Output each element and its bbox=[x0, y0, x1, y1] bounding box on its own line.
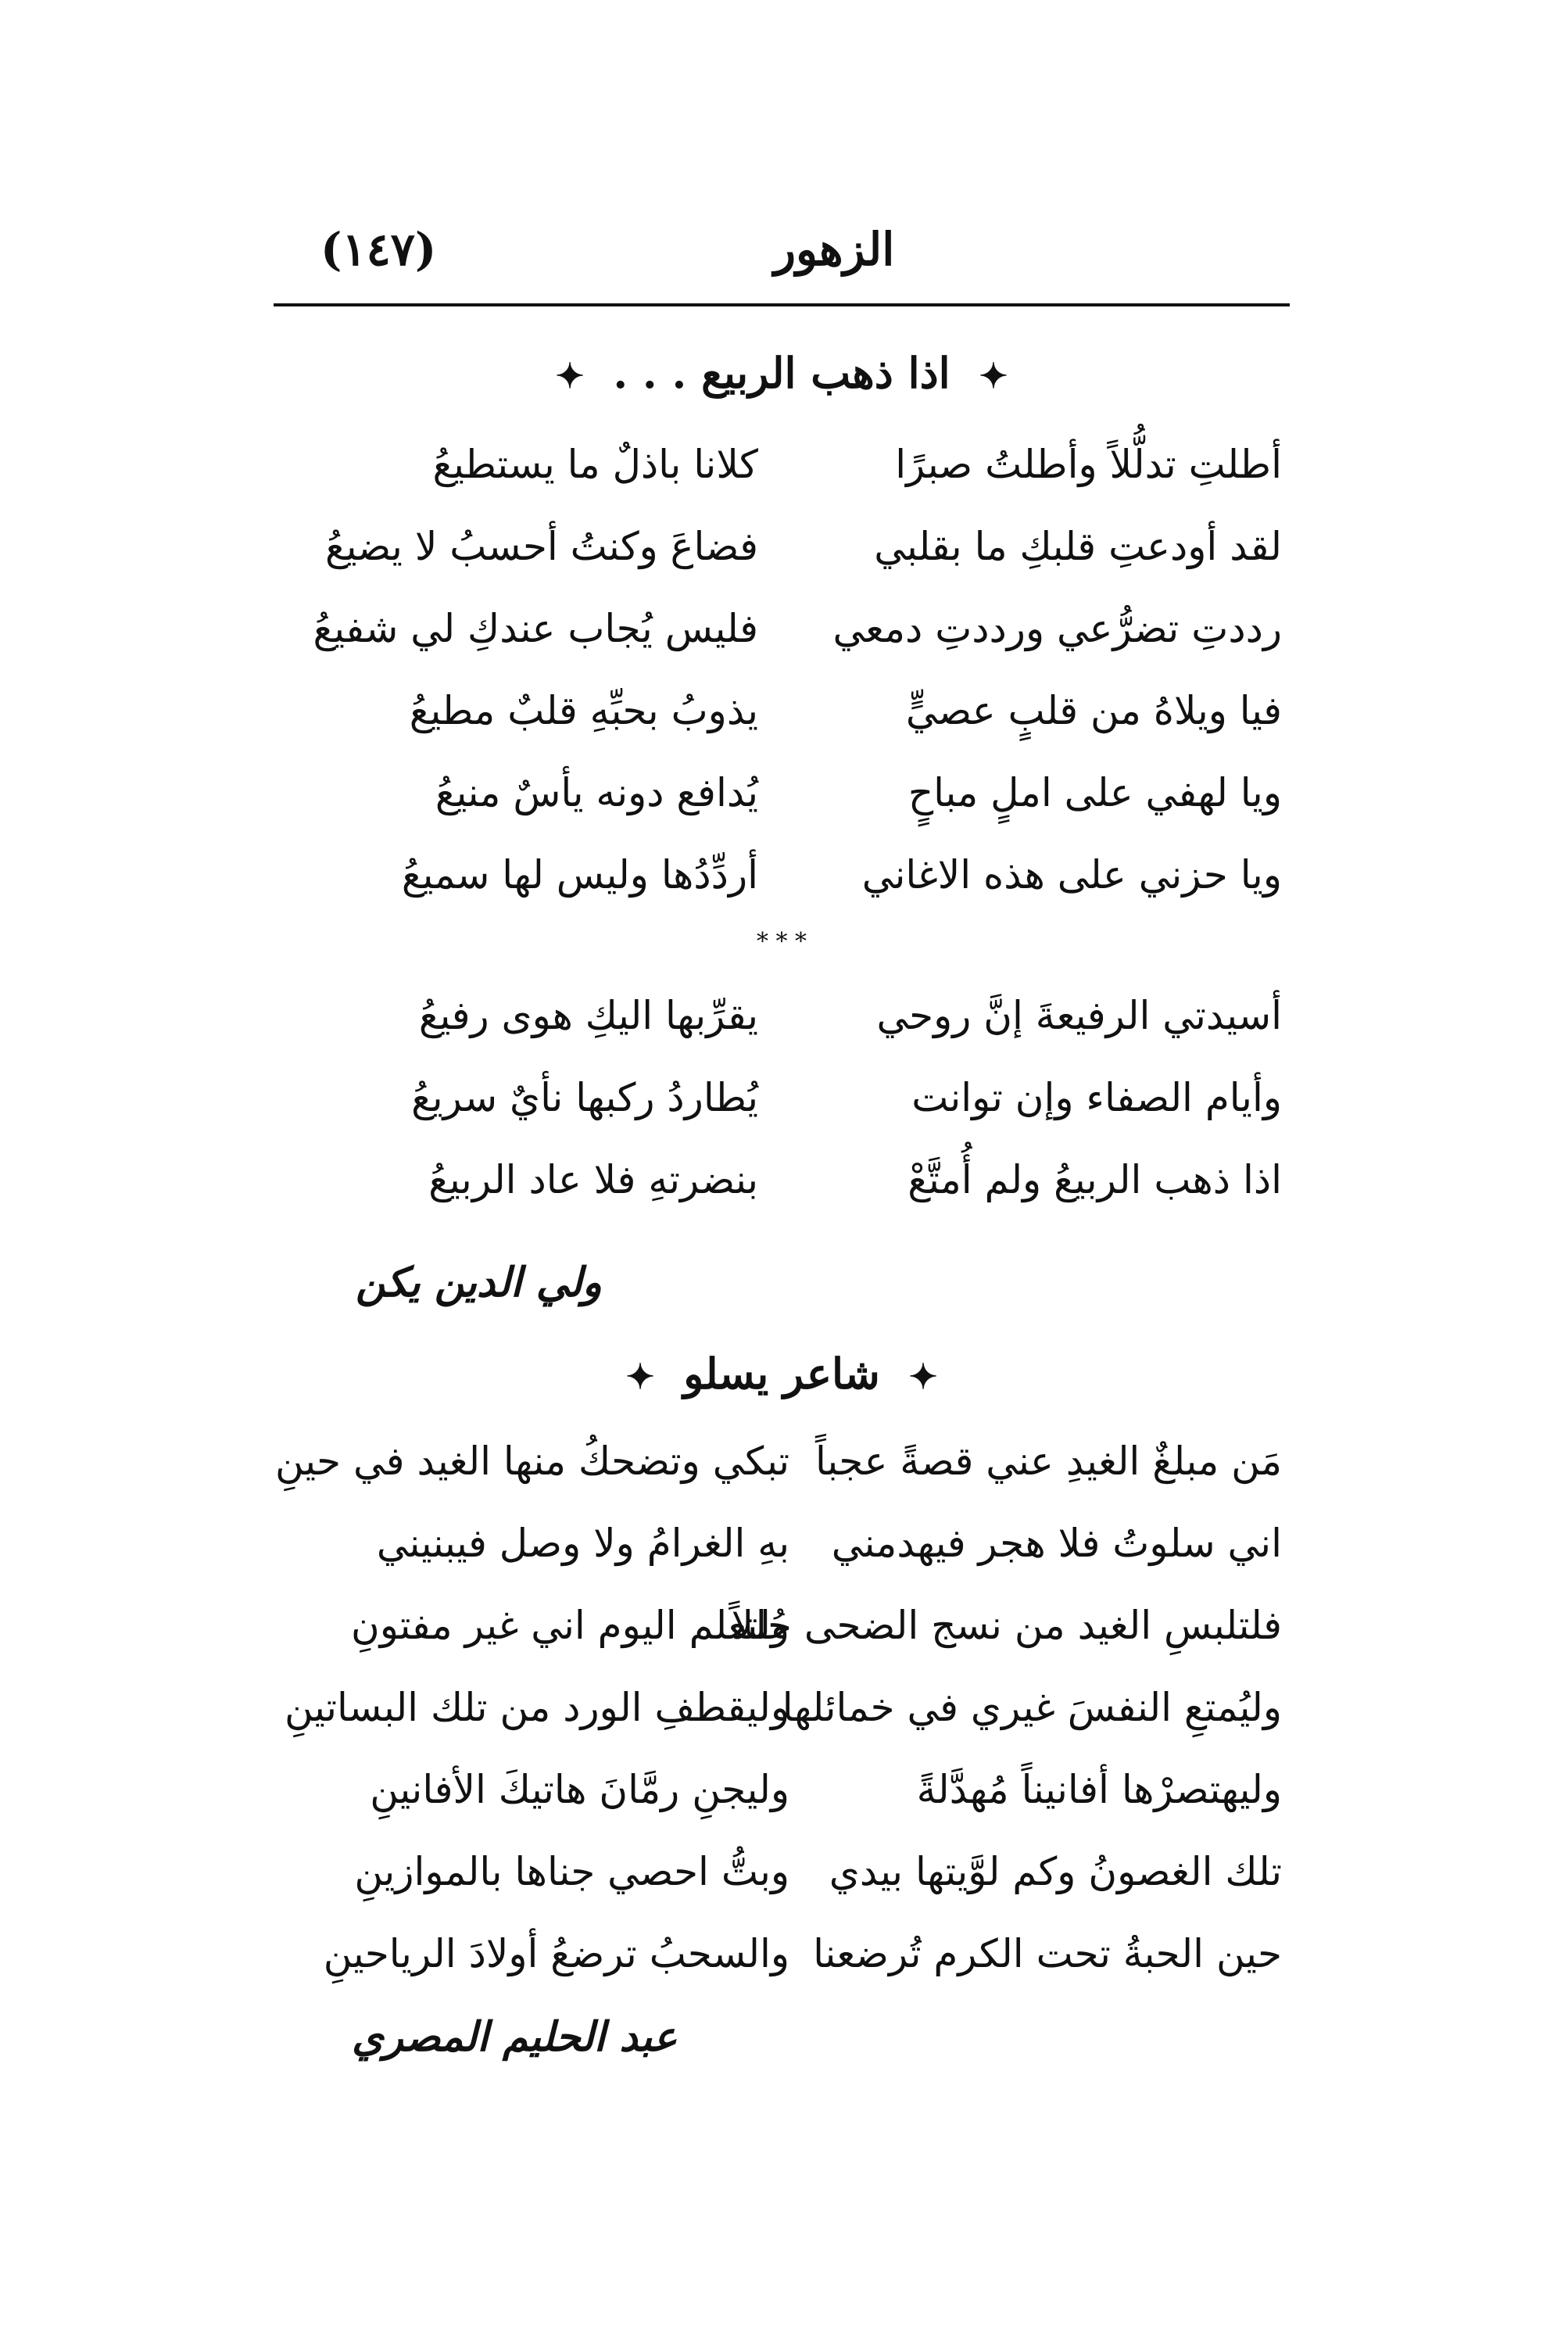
poem1-verse bbox=[320, 1157, 1282, 1227]
poem2-title bbox=[274, 1349, 1290, 1399]
verse-first-hemistich: تلك الغصونُ وكم لوَّيتها بيدي bbox=[829, 1849, 1282, 1894]
verse-first-hemistich: ويا لهفي على املٍ مباحٍ bbox=[908, 770, 1282, 815]
running-title: الزهور bbox=[774, 223, 895, 276]
verse-first-hemistich: أطلتِ تدلُّلاً وأطلتُ صبرًا bbox=[895, 442, 1282, 487]
poem1-verse bbox=[320, 688, 1282, 758]
ornament-icon: ✦ bbox=[908, 1357, 938, 1398]
verse-first-hemistich: وليُمتعِ النفسَ غيري في خمائلها bbox=[782, 1685, 1282, 1730]
section-separator: * * * bbox=[756, 928, 807, 955]
verse-first-hemistich: لقد أودعتِ قلبكِ ما بقلبي bbox=[874, 524, 1282, 569]
poem1-title bbox=[274, 348, 1290, 398]
verse-second-hemistich: وبتُّ احصي جناها بالموازينِ bbox=[354, 1849, 789, 1894]
poem1-verse bbox=[320, 442, 1282, 512]
poem1-title-text: اذا ذهب الربيع . . . bbox=[613, 348, 950, 398]
poem1-verse bbox=[320, 993, 1282, 1063]
verse-first-hemistich: وأيام الصفاء وإن توانت bbox=[911, 1075, 1282, 1120]
verse-second-hemistich: أردِّدُها وليس لها سميعُ bbox=[401, 852, 758, 898]
poem1-signature: ولي الدين يكن bbox=[356, 1259, 602, 1306]
ornament-icon: ✦ bbox=[625, 1357, 655, 1398]
verse-first-hemistich: اذا ذهب الربيعُ ولم أُمتَّعْ bbox=[908, 1157, 1282, 1202]
verse-first-hemistich: ويا حزني على هذه الاغاني bbox=[861, 852, 1282, 898]
poem1-verse bbox=[320, 1075, 1282, 1145]
verse-second-hemistich: يقرِّبها اليكِ هوى رفيعُ bbox=[418, 993, 758, 1038]
verse-first-hemistich: اني سلوتُ فلا هجر فيهدمني bbox=[831, 1521, 1282, 1566]
verse-first-hemistich: وليهتصرْها أفانيناً مُهدَّلةً bbox=[916, 1767, 1282, 1812]
verse-second-hemistich: وليجنِ رمَّانَ هاتيكَ الأفانينِ bbox=[370, 1767, 789, 1812]
header-rule bbox=[274, 303, 1290, 306]
poem2-verse bbox=[320, 1603, 1282, 1673]
ornament-icon: ✦ bbox=[979, 357, 1008, 397]
verse-first-hemistich: مَن مبلغٌ الغيدِ عني قصةً عجباً bbox=[814, 1439, 1282, 1484]
verse-second-hemistich: تبكي وتضحكُ منها الغيد في حينِ bbox=[275, 1439, 789, 1484]
poem2-verse bbox=[320, 1849, 1282, 1919]
verse-second-hemistich: ولتعلم اليوم اني غير مفتونِ bbox=[350, 1603, 789, 1648]
page-number: (١٤٧) bbox=[320, 223, 437, 276]
verse-second-hemistich: بنضرتهِ فلا عاد الربيعُ bbox=[428, 1157, 758, 1202]
verse-second-hemistich: يذوبُ بحبِّهِ قلبٌ مطيعُ bbox=[409, 688, 758, 733]
poem2-verse bbox=[320, 1521, 1282, 1591]
verse-second-hemistich: فليس يُجاب عندكِ لي شفيعُ bbox=[313, 606, 758, 651]
verse-first-hemistich: أسيدتي الرفيعةَ إنَّ روحي bbox=[876, 993, 1282, 1038]
poem2-verse bbox=[320, 1931, 1282, 2001]
poem1-verse bbox=[320, 524, 1282, 594]
poem2-signature: عبد الحليم المصري bbox=[352, 2013, 678, 2061]
poem1-verse bbox=[320, 770, 1282, 840]
verse-first-hemistich: فيا ويلاهُ من قلبٍ عصيٍّ bbox=[905, 688, 1282, 733]
verse-second-hemistich: فضاعَ وكنتُ أحسبُ لا يضيعُ bbox=[324, 524, 758, 569]
verse-second-hemistich: يُدافع دونه يأسٌ منيعُ bbox=[435, 770, 758, 815]
poem2-title-text: شاعر يسلو bbox=[683, 1349, 880, 1399]
verse-second-hemistich: بهِ الغرامُ ولا وصل فيبنيني bbox=[376, 1521, 789, 1566]
verse-second-hemistich: وليقطفِ الورد من تلك البساتينِ bbox=[284, 1685, 789, 1730]
verse-first-hemistich: فلتلبسِ الغيد من نسج الضحى حُللاً bbox=[731, 1603, 1282, 1648]
verse-first-hemistich: رددتِ تضرُّعي ورددتِ دمعي bbox=[832, 606, 1282, 651]
verse-first-hemistich: حين الحبةُ تحت الكرم تُرضعنا bbox=[813, 1931, 1282, 1976]
poem2-verse bbox=[284, 1685, 1282, 1755]
page-header bbox=[274, 223, 1290, 293]
poem2-verse bbox=[275, 1439, 1282, 1509]
poem2-verse bbox=[320, 1767, 1282, 1837]
ornament-icon: ✦ bbox=[555, 357, 585, 397]
verse-second-hemistich: كلانا باذلٌ ما يستطيعُ bbox=[432, 442, 758, 487]
verse-second-hemistich: يُطاردُ ركبها نأيٌ سريعُ bbox=[411, 1075, 758, 1120]
poem1-verse bbox=[313, 606, 1282, 676]
poem1-verse bbox=[320, 852, 1282, 923]
verse-second-hemistich: والسحبُ ترضعُ أولادَ الرياحينِ bbox=[323, 1931, 789, 1976]
